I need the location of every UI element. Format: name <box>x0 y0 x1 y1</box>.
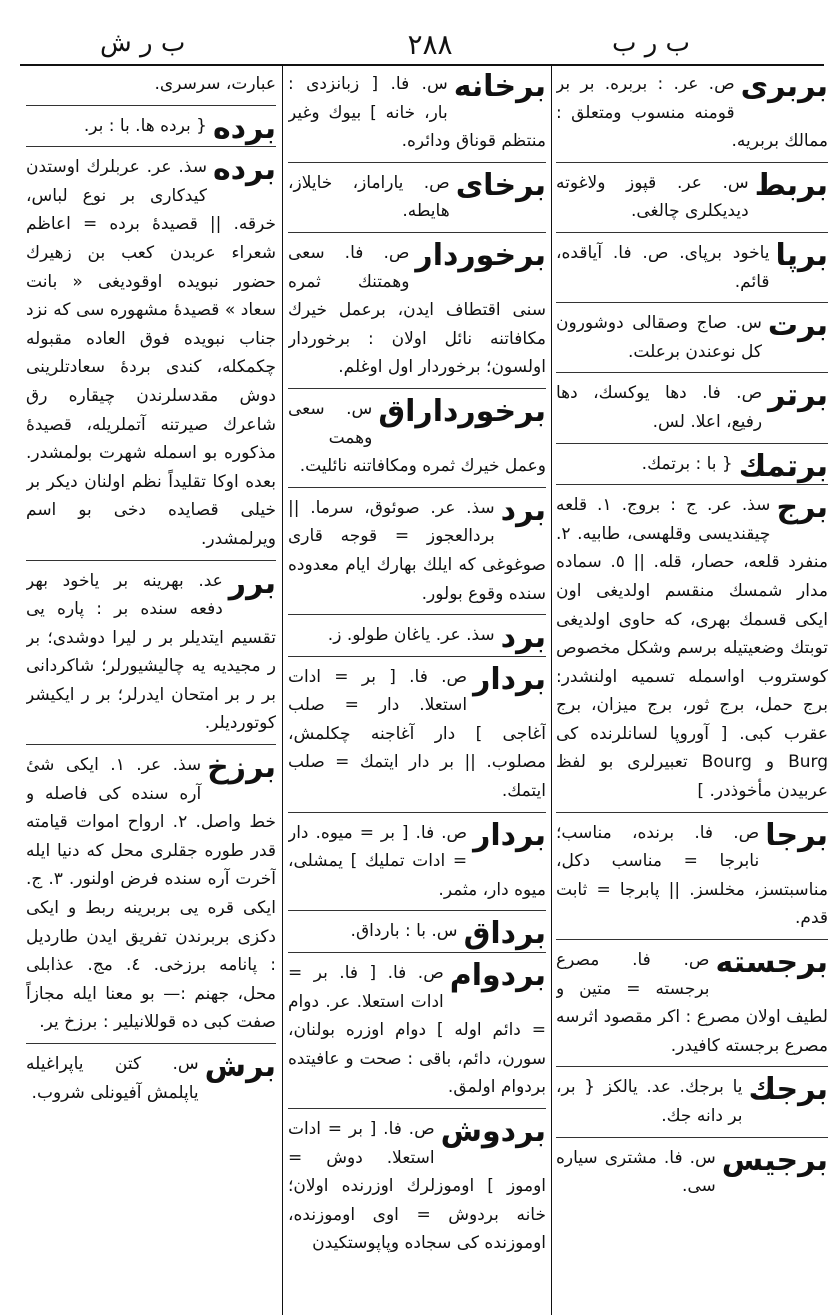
column-rule-2 <box>282 66 283 1315</box>
entry-definition: ص. فا. برنده، مناسب؛ نابرجا = مناسب دكل، مناسبتسز، مخلسز. || پابرجا = ثابت قدم. <box>556 822 828 929</box>
dictionary-entry <box>556 309 828 373</box>
entry-headword: بربط <box>754 167 828 203</box>
entry-headword: برجسته <box>715 945 828 981</box>
entry-definition: سذ. عر. عربلرك اوستدن كیدكاری بر نوع لباس، خرقه. || قصیدهٔ برده = اعاظم شعراء عربدن كعب بن زهیرك حضور نبویده اوقودیغی « بانت سعاد » قصیدهٔ مشهوره سی كه نزد جناب نبویده فوق العاده مقبوله چكمكله، كندی بردهٔ سعادتلرینی دوش مقدسلرندن چیقاره رق شاعرك صیرتنه آتملریله، قصیدهٔ مذكوره بو اسمله شهرت بولمشدر. بعده اوكا تقلیداً نظم اولنان دیكر بر خیلی قصایده دخی بو اسم ویرلمشدر. <box>26 157 276 549</box>
entry-headword: برجیس <box>721 1142 828 1178</box>
entry-definition: عبارت، سرسری. <box>154 74 276 94</box>
column-left <box>26 70 276 1305</box>
page-number: ٢٨٨ <box>407 28 453 61</box>
entry-headword: برخورداراق <box>378 393 546 429</box>
dictionary-entry <box>288 959 546 1109</box>
entry-headword: برزخ <box>207 750 276 786</box>
entry-headword: بردار <box>473 661 546 697</box>
entry-definition: { برده ها. با : بر. <box>83 115 207 136</box>
dictionary-entry <box>556 1144 828 1207</box>
entry-headword: برپا <box>775 237 828 273</box>
entry-definition: سذ. عر. ج : بروج. ١. قلعه چیقندیسی وقلهسی، طابیه. ٢. منفرد قلعه، حصار، قله. || ٥. سماده مدار شمسك منقسم اولدیغی اون ایكی قسمك بهری، كه حاوی اولدیغی توبتك وضعیتیله برسم وشكل مخصوص كوستروب اواسمله تسمیه اولنشدر: برج حمل، برج ثور، برج میزان، برج عقرب كبی. [ آوروپا لسانلرنده كی Burg و Bourg تعبیرلری بو لفظ عربیدن مأخوذدر. ] <box>556 495 828 802</box>
running-head-left: ب ر ش <box>100 28 186 58</box>
entry-definition: { با : برتمك. <box>641 453 733 474</box>
entry-definition: ص. یاراماز، خایلاز، هایطه. <box>288 172 450 222</box>
dictionary-entry <box>556 946 828 1067</box>
entry-headword: برتر <box>768 378 828 414</box>
dictionary-entry <box>288 917 546 953</box>
dictionary-entry <box>556 379 828 443</box>
entry-headword: برج <box>776 490 828 526</box>
dictionary-entry <box>556 491 828 813</box>
entry-definition: ص. فا. مصرع برجسته = متین و لطیف اولان مصرع : اكر مقصود اثرسه مصرع برجسته كافیدر. <box>556 950 828 1056</box>
column-rule-1 <box>551 66 552 1315</box>
dictionary-entry <box>26 751 276 1044</box>
dictionary-entry <box>288 663 546 813</box>
entry-headword: بربری <box>740 70 828 104</box>
entry-headword: بردار <box>473 817 546 853</box>
entry-definition: عد. بهرینه بر یاخود بهر دفعه سنده بر : پاره یی تقسیم ایتدیلر بر ر لیرا دوشدی؛ بر ر مجیدیه یه چالیشیورلر؛ شاكردانی بر ر بر امتحان ایدرلر؛ بر ر ایكیشر كوتوردیلر. <box>26 570 276 734</box>
entry-headword: بردوام <box>449 958 546 994</box>
dictionary-entry <box>288 621 546 657</box>
dictionary-entry <box>288 494 546 615</box>
dictionary-entry <box>288 169 546 233</box>
entry-headword: برخوردار <box>415 237 546 273</box>
dictionary-entry <box>556 239 828 303</box>
dictionary-entry <box>556 819 828 940</box>
entry-definition: ص. فا. [ بر = ادات استعلا. دوش = اوموز ] اوموزلرك اوزرنده اولان؛ خانه بردوش = اوی اوموزنده، اوموزنده كی سجاده وپاپوستكیدن <box>288 1119 546 1254</box>
entry-definition: س. فا. مشتری سیاره سی. <box>556 1147 716 1197</box>
entry-definition: س. سعی وهمت وعمل خیرك ثمره ومكافاتنه نائلیت. <box>288 398 546 477</box>
entry-headword: برت <box>767 308 828 344</box>
dictionary-entry <box>288 395 546 488</box>
dictionary-entry <box>288 819 546 912</box>
entry-headword: برتمك <box>738 448 828 484</box>
dictionary-entry <box>556 450 828 486</box>
header-rule <box>20 64 824 66</box>
entry-definition: ص. فا. دها یوكسك، دها رفیع، اعلا. لس. <box>556 383 763 432</box>
entry-definition: سذ. عر. صوئوق، سرما. || بردالعجوز = قوجه قاری صوغوغی كه ایلك بهارك ایام معدوده سنده وقوع بولور. <box>288 497 546 604</box>
entry-definition: س. فا. [ زبانزدی : بار، خانه ] بیوك وغیر منتظم قوناق ودائره. <box>288 74 546 152</box>
entry-definition: یاخود برپای. ص. فا. آیاقده، قائم. <box>556 242 770 292</box>
entry-definition: سذ. عر. ١. ایكی شیٔ آره سنده كی فاصله و خط واصل. ٢. ارواح اموات قیامته قدر طوره جقلری محل كه دنیا ایله آخرت آره سنده فرض اولنور. ٣. ج. ایكی قره یی بربرینه ربط و ایكی دكزی بربرندن تفریق ایدن طاردیل : پانامه برزخی. ٤. مج. عذابلی محل، جهنم :— بو معنا ایله مجازاً صفت كبی ده قوللانیلیر : برزخ یر. <box>26 755 276 1033</box>
dictionary-entry <box>26 70 276 106</box>
entry-headword: برداق <box>463 916 546 952</box>
entry-headword: برر <box>228 565 276 601</box>
entry-headword: برخای <box>455 167 546 203</box>
entry-headword: برجك <box>748 1072 828 1108</box>
entry-definition: ص. فا. [ بر = میوه. دار = ادات تملیك ] یمشلی، میوه دار، مثمر. <box>288 822 546 900</box>
dictionary-entry <box>556 169 828 233</box>
column-right <box>556 70 828 1305</box>
dictionary-entry <box>26 153 276 560</box>
entry-definition: یا برجك. عد. یالکز { بر، بر دانه جك. <box>556 1077 743 1126</box>
dictionary-entry <box>26 567 276 746</box>
dictionary-entry <box>26 112 276 148</box>
entry-headword: برده <box>212 110 276 146</box>
entry-definition: س. عر. قپوز ولاغوته دیدیكلری چالغی. <box>556 172 749 222</box>
entry-headword: برجا <box>765 817 828 853</box>
dictionary-entry <box>556 70 828 163</box>
entry-definition: س. كتن یاپراغیله یاپلمش آفیونلی شروب. <box>26 1054 199 1103</box>
entry-headword: برخانه <box>453 70 546 104</box>
entry-headword: برده <box>212 152 276 188</box>
entry-definition: ص. فا. [ فا. بر = ادات استعلا. عر. دوام = دائم اوله ] دوام اوزره بولنان، سورن، دائم، باقی : صحت و عافیتده بردوام اولمق. <box>288 963 546 1098</box>
running-head-right: ب ر ب <box>611 28 690 58</box>
entry-definition: ص. فا. سعی وهمتنك ثمره سنی اقتطاف ایدن، برعمل خیرك مكافاتنه نائل اولان : برخوردار اولسون؛ برخوردار اول اوغلم. <box>288 242 546 378</box>
dictionary-entry <box>288 70 546 163</box>
entry-definition: سذ. عر. یاغان طولو. ز. <box>327 625 495 646</box>
entry-headword: برد <box>500 492 546 528</box>
entry-headword: برد <box>500 620 546 656</box>
dictionary-entry <box>556 1073 828 1137</box>
entry-definition: س. صاج وصقالی دوشورون كل نوعندن برعلت. <box>556 313 762 362</box>
entry-headword: برش <box>204 1049 276 1084</box>
entry-headword: بردوش <box>440 1114 546 1149</box>
dictionary-entry <box>288 239 546 389</box>
entry-definition: ص. عر. : بربره. بر بر قومنه منسوب ومتعلق : ممالك بربريه. <box>556 74 828 152</box>
entry-definition: س. با : بارداق. <box>350 921 458 942</box>
dictionary-entry <box>288 1115 546 1264</box>
dictionary-entry <box>26 1050 276 1113</box>
column-middle <box>288 70 546 1305</box>
entry-definition: ص. فا. [ بر = ادات استعلا. دار = صلب آغاجی ] دار آغاجنه چكلمش، مصلوب. || بر دار ایتمك = صلب ایتمك. <box>288 666 546 802</box>
